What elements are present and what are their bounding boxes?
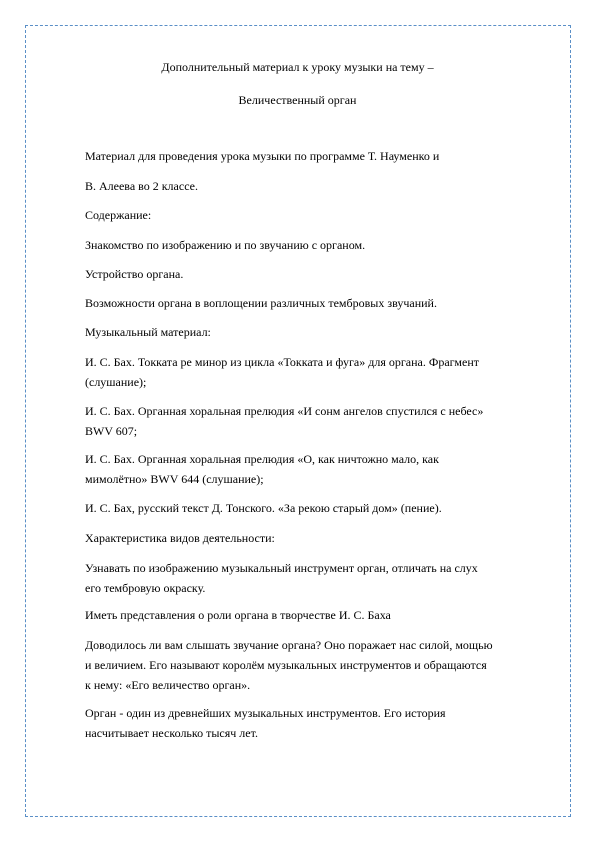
paragraph-line: И. С. Бах, русский текст Д. Тонского. «За рекою старый дом» (пение).: [85, 501, 442, 515]
paragraph-song: [85, 498, 555, 518]
document-title-line-1: Дополнительный материал к уроку музыки на тему –: [161, 60, 434, 74]
paragraph-line: И. С. Бах. Органная хоральная прелюдия «О, как ничтожно мало, как: [85, 452, 439, 466]
paragraph-program: [85, 146, 555, 166]
paragraph-grade: [85, 176, 555, 196]
paragraph-line: Характеристика видов деятельности:: [85, 531, 275, 545]
paragraph-line: BWV 607;: [85, 424, 138, 438]
paragraph-organ-sound: [85, 635, 555, 695]
paragraph-chorale-bwv607: [85, 401, 555, 441]
paragraph-line: И. С. Бах. Токката ре минор из цикла «Токката и фуга» для органа. Фрагмент: [85, 355, 479, 369]
paragraph-line: И. С. Бах. Органная хоральная прелюдия «И сонм ангелов спустился с небес»: [85, 404, 484, 418]
paragraph-line: Орган - один из древнейших музыкальных инструментов. Его история: [85, 706, 446, 720]
paragraph-line: его тембровую окраску.: [85, 581, 206, 595]
paragraph-line: Возможности органа в воплощении различных тембровых звучаний.: [85, 296, 437, 310]
paragraph-line: Узнавать по изображению музыкальный инструмент орган, отличать на слух: [85, 561, 478, 575]
paragraph-timbre-possibilities: [85, 293, 555, 313]
paragraph-organ-structure: [85, 264, 555, 284]
paragraph-line: Содержание:: [85, 208, 152, 222]
paragraph-line: Устройство органа.: [85, 267, 184, 281]
document-title-line-2: Величественный орган: [238, 93, 357, 107]
paragraph-chorale-bwv644: [85, 449, 555, 489]
paragraph-contents-heading: [85, 205, 555, 225]
paragraph-acquaintance: [85, 235, 555, 255]
paragraph-line: и величием. Его называют королём музыкальных инструментов и обращаются: [85, 658, 487, 672]
paragraph-activities-heading: [85, 528, 555, 548]
paragraph-line: Материал для проведения урока музыки по программе Т. Науменко и: [85, 149, 440, 163]
paragraph-line: В. Алеева во 2 классе.: [85, 179, 198, 193]
paragraph-toccata: [85, 352, 555, 392]
paragraph-line: Иметь представления о роли органа в творчестве И. С. Баха: [85, 608, 391, 622]
paragraph-line: насчитывает несколько тысяч лет.: [85, 726, 258, 740]
paragraph-organ-history: [85, 703, 555, 743]
paragraph-line: Музыкальный материал:: [85, 325, 211, 339]
paragraph-line: Знакомство по изображению и по звучанию с органом.: [85, 238, 366, 252]
paragraph-music-material-heading: [85, 322, 555, 342]
paragraph-line: (слушание);: [85, 375, 147, 389]
paragraph-line: Доводилось ли вам слышать звучание органа? Оно поражает нас силой, мощью: [85, 638, 493, 652]
paragraph-line: мимолётно» BWV 644 (слушание);: [85, 472, 264, 486]
paragraph-recognize: [85, 558, 555, 598]
paragraph-bach-role: [85, 605, 555, 625]
paragraph-line: к нему: «Его величество орган».: [85, 678, 251, 692]
